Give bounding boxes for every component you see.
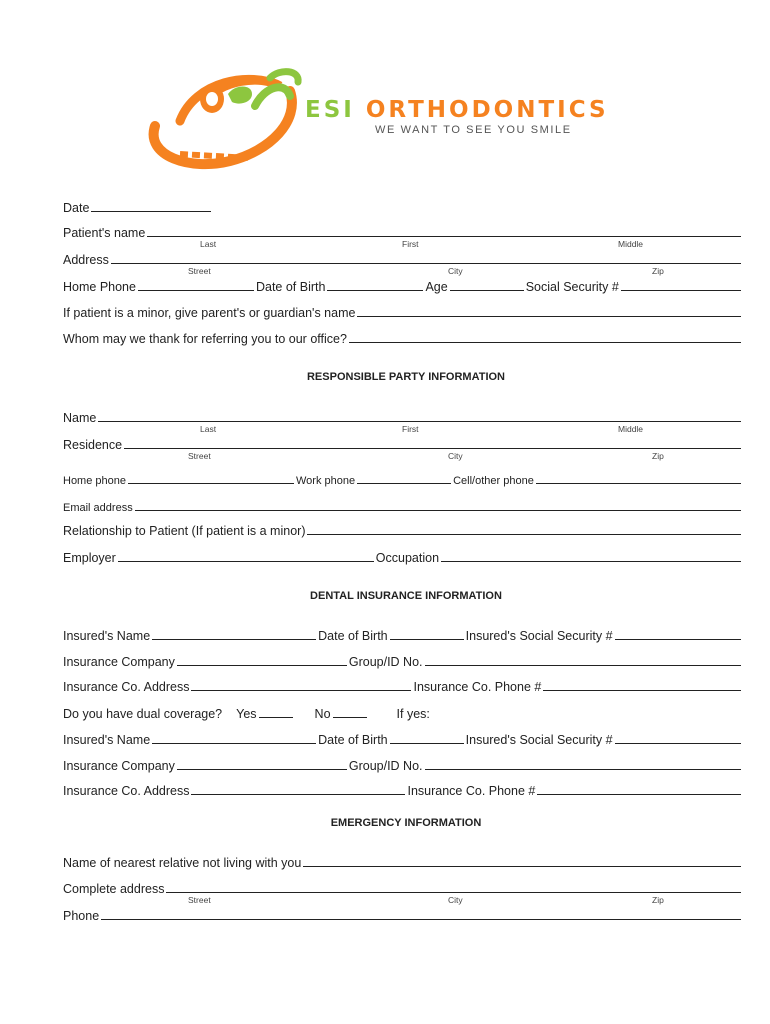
sub-city: City: [448, 895, 463, 905]
ins-group-label: Group/ID No.: [348, 655, 423, 669]
ins2-dob-field[interactable]: [390, 743, 464, 744]
dual-no-label: No: [314, 707, 331, 721]
brand-esi: ESI: [305, 97, 355, 123]
ins-name-label: Insured's Name: [63, 629, 151, 643]
em-phone-label: Phone: [63, 909, 100, 923]
relative-field[interactable]: [303, 866, 741, 867]
if-yes-label: If yes:: [396, 707, 430, 721]
sub-street: Street: [188, 895, 211, 905]
home-phone-field[interactable]: [138, 290, 254, 291]
rp-cell-phone-field[interactable]: [536, 483, 741, 484]
patient-name-row: [63, 224, 743, 240]
ins-group-field[interactable]: [425, 665, 741, 666]
ins2-group-label: Group/ID No.: [348, 759, 423, 773]
patient-name-label: Patient's name: [63, 226, 146, 240]
rp-email-label: Email address: [63, 502, 133, 514]
guardian-row: [63, 304, 743, 320]
date-label: Date: [63, 201, 90, 215]
sub-street: Street: [188, 266, 211, 276]
address-label: Address: [63, 253, 109, 267]
ins-company-row: [63, 653, 743, 669]
ins-phone-label: Insurance Co. Phone #: [413, 680, 542, 694]
rp-home-phone-label: Home phone: [63, 475, 126, 487]
sub-first: First: [402, 424, 419, 434]
rp-relationship-row: [63, 522, 743, 538]
rp-residence-label: Residence: [63, 438, 123, 452]
rp-occupation-field[interactable]: [441, 561, 741, 562]
ins2-group-field[interactable]: [425, 769, 741, 770]
rp-employer-field[interactable]: [118, 561, 374, 562]
ins-name-row: [63, 627, 743, 643]
em-phone-field[interactable]: [101, 919, 741, 920]
referral-field[interactable]: [349, 342, 741, 343]
rp-residence-row: [63, 436, 743, 452]
rp-name-row: [63, 409, 743, 425]
rp-relationship-label: Relationship to Patient (If patient is a minor): [63, 524, 306, 538]
rp-work-phone-field[interactable]: [357, 483, 451, 484]
ins-address-field[interactable]: [191, 690, 411, 691]
rp-work-phone-label: Work phone: [296, 475, 356, 487]
rp-email-field[interactable]: [135, 510, 741, 511]
rp-email-row: [63, 498, 743, 514]
brand-orthodontics: ORTHODONTICS: [365, 97, 609, 123]
ins2-phone-label: Insurance Co. Phone #: [407, 784, 536, 798]
ins-dob-label: Date of Birth: [318, 629, 388, 643]
sub-last: Last: [200, 239, 217, 249]
dual-label: Do you have dual coverage?: [63, 707, 223, 721]
dual-yes-label: Yes: [236, 707, 257, 721]
sub-zip: Zip: [652, 451, 664, 461]
ssn-field[interactable]: [621, 290, 741, 291]
dob-field[interactable]: [327, 290, 423, 291]
ins2-name-label: Insured's Name: [63, 733, 151, 747]
rp-occupation-label: Occupation: [375, 551, 440, 565]
rp-cell-phone-label: Cell/other phone: [453, 475, 534, 487]
home-phone-label: Home Phone: [63, 280, 136, 294]
sub-middle: Middle: [618, 239, 644, 249]
sub-middle: Middle: [618, 424, 644, 434]
rp-employer-row: [63, 549, 743, 565]
brand-title: [305, 97, 609, 123]
tagline: WE WANT TO SEE YOU SMILE: [375, 124, 572, 136]
date-row: [63, 199, 743, 215]
ins-ssn-field[interactable]: [615, 639, 741, 640]
ins-ssn-label: Insured's Social Security #: [465, 629, 613, 643]
em-address-field[interactable]: [166, 892, 741, 893]
rp-name-field[interactable]: [98, 421, 741, 422]
sub-last: Last: [200, 424, 217, 434]
address-row: [63, 251, 743, 267]
dual-yes-field[interactable]: [259, 717, 293, 718]
em-address-label: Complete address: [63, 882, 165, 896]
ins-dob-field[interactable]: [390, 639, 464, 640]
dual-coverage-row: [63, 705, 743, 721]
ins-phone-field[interactable]: [543, 690, 741, 691]
ins2-address-row: [63, 782, 743, 798]
ins-address-row: [63, 678, 743, 694]
ins-company-field[interactable]: [177, 665, 347, 666]
rp-employer-label: Employer: [63, 551, 116, 565]
responsible-heading: RESPONSIBLE PARTY INFORMATION: [306, 371, 505, 383]
ins2-ssn-field[interactable]: [615, 743, 741, 744]
rp-name-label: Name: [63, 411, 97, 425]
ins-name-field[interactable]: [152, 639, 316, 640]
ssn-label: Social Security #: [525, 280, 619, 294]
em-address-row: [63, 880, 743, 896]
relative-label: Name of nearest relative not living with you: [63, 856, 302, 870]
sub-street: Street: [188, 451, 211, 461]
guardian-field[interactable]: [357, 316, 741, 317]
ins2-company-label: Insurance Company: [63, 759, 175, 773]
ins2-company-row: [63, 757, 743, 773]
rp-home-phone-field[interactable]: [128, 483, 294, 484]
address-field[interactable]: [111, 263, 741, 264]
phone-dob-row: [63, 278, 743, 294]
emergency-heading: EMERGENCY INFORMATION: [330, 817, 482, 829]
rp-phones-row: [63, 471, 743, 487]
relative-row: [63, 854, 743, 870]
rp-relationship-field[interactable]: [307, 534, 741, 535]
ins2-ssn-label: Insured's Social Security #: [465, 733, 613, 747]
dob-label: Date of Birth: [255, 280, 326, 294]
insurance-heading: DENTAL INSURANCE INFORMATION: [310, 590, 502, 602]
guardian-label: If patient is a minor, give parent's or guardian's name: [63, 306, 356, 320]
dual-no-field[interactable]: [333, 717, 367, 718]
referral-row: [63, 330, 743, 346]
ins2-address-field[interactable]: [191, 794, 405, 795]
date-field[interactable]: [91, 211, 211, 212]
referral-label: Whom may we thank for referring you to our office?: [63, 332, 347, 346]
ins-company-label: Insurance Company: [63, 655, 175, 669]
sub-city: City: [448, 266, 463, 276]
rp-residence-field[interactable]: [124, 448, 741, 449]
sub-zip: Zip: [652, 266, 664, 276]
ins2-name-field[interactable]: [152, 743, 316, 744]
ins2-address-label: Insurance Co. Address: [63, 784, 190, 798]
sub-zip: Zip: [652, 895, 664, 905]
ins2-dob-label: Date of Birth: [318, 733, 388, 747]
ins2-company-field[interactable]: [177, 769, 347, 770]
em-phone-row: [63, 907, 743, 923]
ins2-phone-field[interactable]: [537, 794, 741, 795]
ins-address-label: Insurance Co. Address: [63, 680, 190, 694]
age-label: Age: [425, 280, 448, 294]
ins2-name-row: [63, 731, 743, 747]
patient-name-field[interactable]: [147, 236, 741, 237]
sub-city: City: [448, 451, 463, 461]
age-field[interactable]: [450, 290, 524, 291]
sub-first: First: [402, 239, 419, 249]
